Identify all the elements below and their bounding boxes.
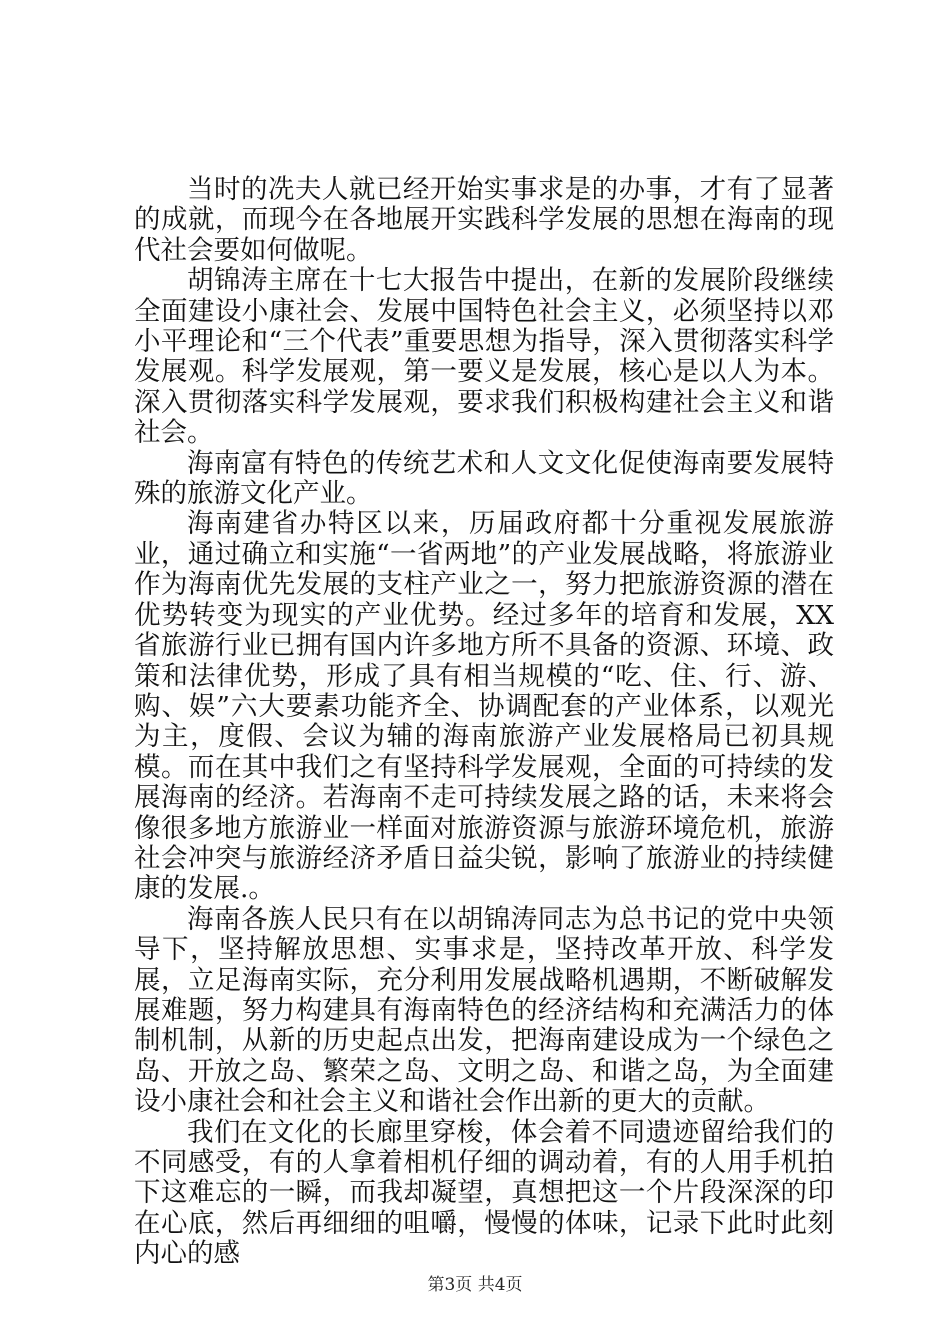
document-body	[134, 175, 834, 1270]
paragraph-3: 海南富有特色的传统艺术和人文文化促使海南要发展特殊的旅游文化产业。	[134, 447, 834, 510]
paragraph-1: 当时的冼夫人就已经开始实事求是的办事，才有了显著的成就，而现今在各地展开实践科学发展的思想在海南的现代社会要如何做呢。	[134, 174, 834, 266]
page-number-footer: 第3页 共4页	[427, 1275, 523, 1295]
paragraph-6: 我们在文化的长廊里穿梭，体会着不同遗迹留给我们的不同感受，有的人拿着相机仔细的调动着，有的人用手机拍下这难忘的一瞬，而我却凝望，真想把这一个片段深深的印在心底，然后再细细的咀嚼，慢慢的体味，记录下此时此刻内心的感	[134, 1116, 834, 1270]
paragraph-4: 海南建省办特区以来，历届政府都十分重视发展旅游业，通过确立和实施“一省两地”的产业发展战略，将旅游业作为海南优先发展的支柱产业之一，努力把旅游资源的潜在优势转变为现实的产业优势。经过多年的培育和发展，XX省旅游行业已拥有国内许多地方所不具备的资源、环境、政策和法律优势，形成了具有相当规模的“吃、住、行、游、购、娱”六大要素功能齐全、协调配套的产业体系，以观光为主，度假、会议为辅的海南旅游产业发展格局已初具规模。而在其中我们之有坚持科学发展观，全面的可持续的发展海南的经济。若海南不走可持续发展之路的话，未来将会像很多地方旅游业一样面对旅游资源与旅游环境危机，旅游社会冲突与旅游经济矛盾日益尖锐，影响了旅游业的持续健康的发展.。	[134, 508, 834, 905]
paragraph-2: 胡锦涛主席在十七大报告中提出，在新的发展阶段继续全面建设小康社会、发展中国特色社会主义，必须坚持以邓小平理论和“三个代表”重要思想为指导，深入贯彻落实科学发展观。科学发展观，第一要义是发展，核心是以人为本。深入贯彻落实科学发展观，要求我们积极构建社会主义和谐社会。	[134, 265, 834, 449]
paragraph-5: 海南各族人民只有在以胡锦涛同志为总书记的党中央领导下，坚持解放思想、实事求是，坚持改革开放、科学发展，立足海南实际，充分利用发展战略机遇期，不断破解发展难题，努力构建具有海南特色的经济结构和充满活力的体制机制，从新的历史起点出发，把海南建设成为一个绿色之岛、开放之岛、繁荣之岛、文明之岛、和谐之岛，为全面建设小康社会和社会主义和谐社会作出新的更大的贡献。	[134, 903, 834, 1118]
